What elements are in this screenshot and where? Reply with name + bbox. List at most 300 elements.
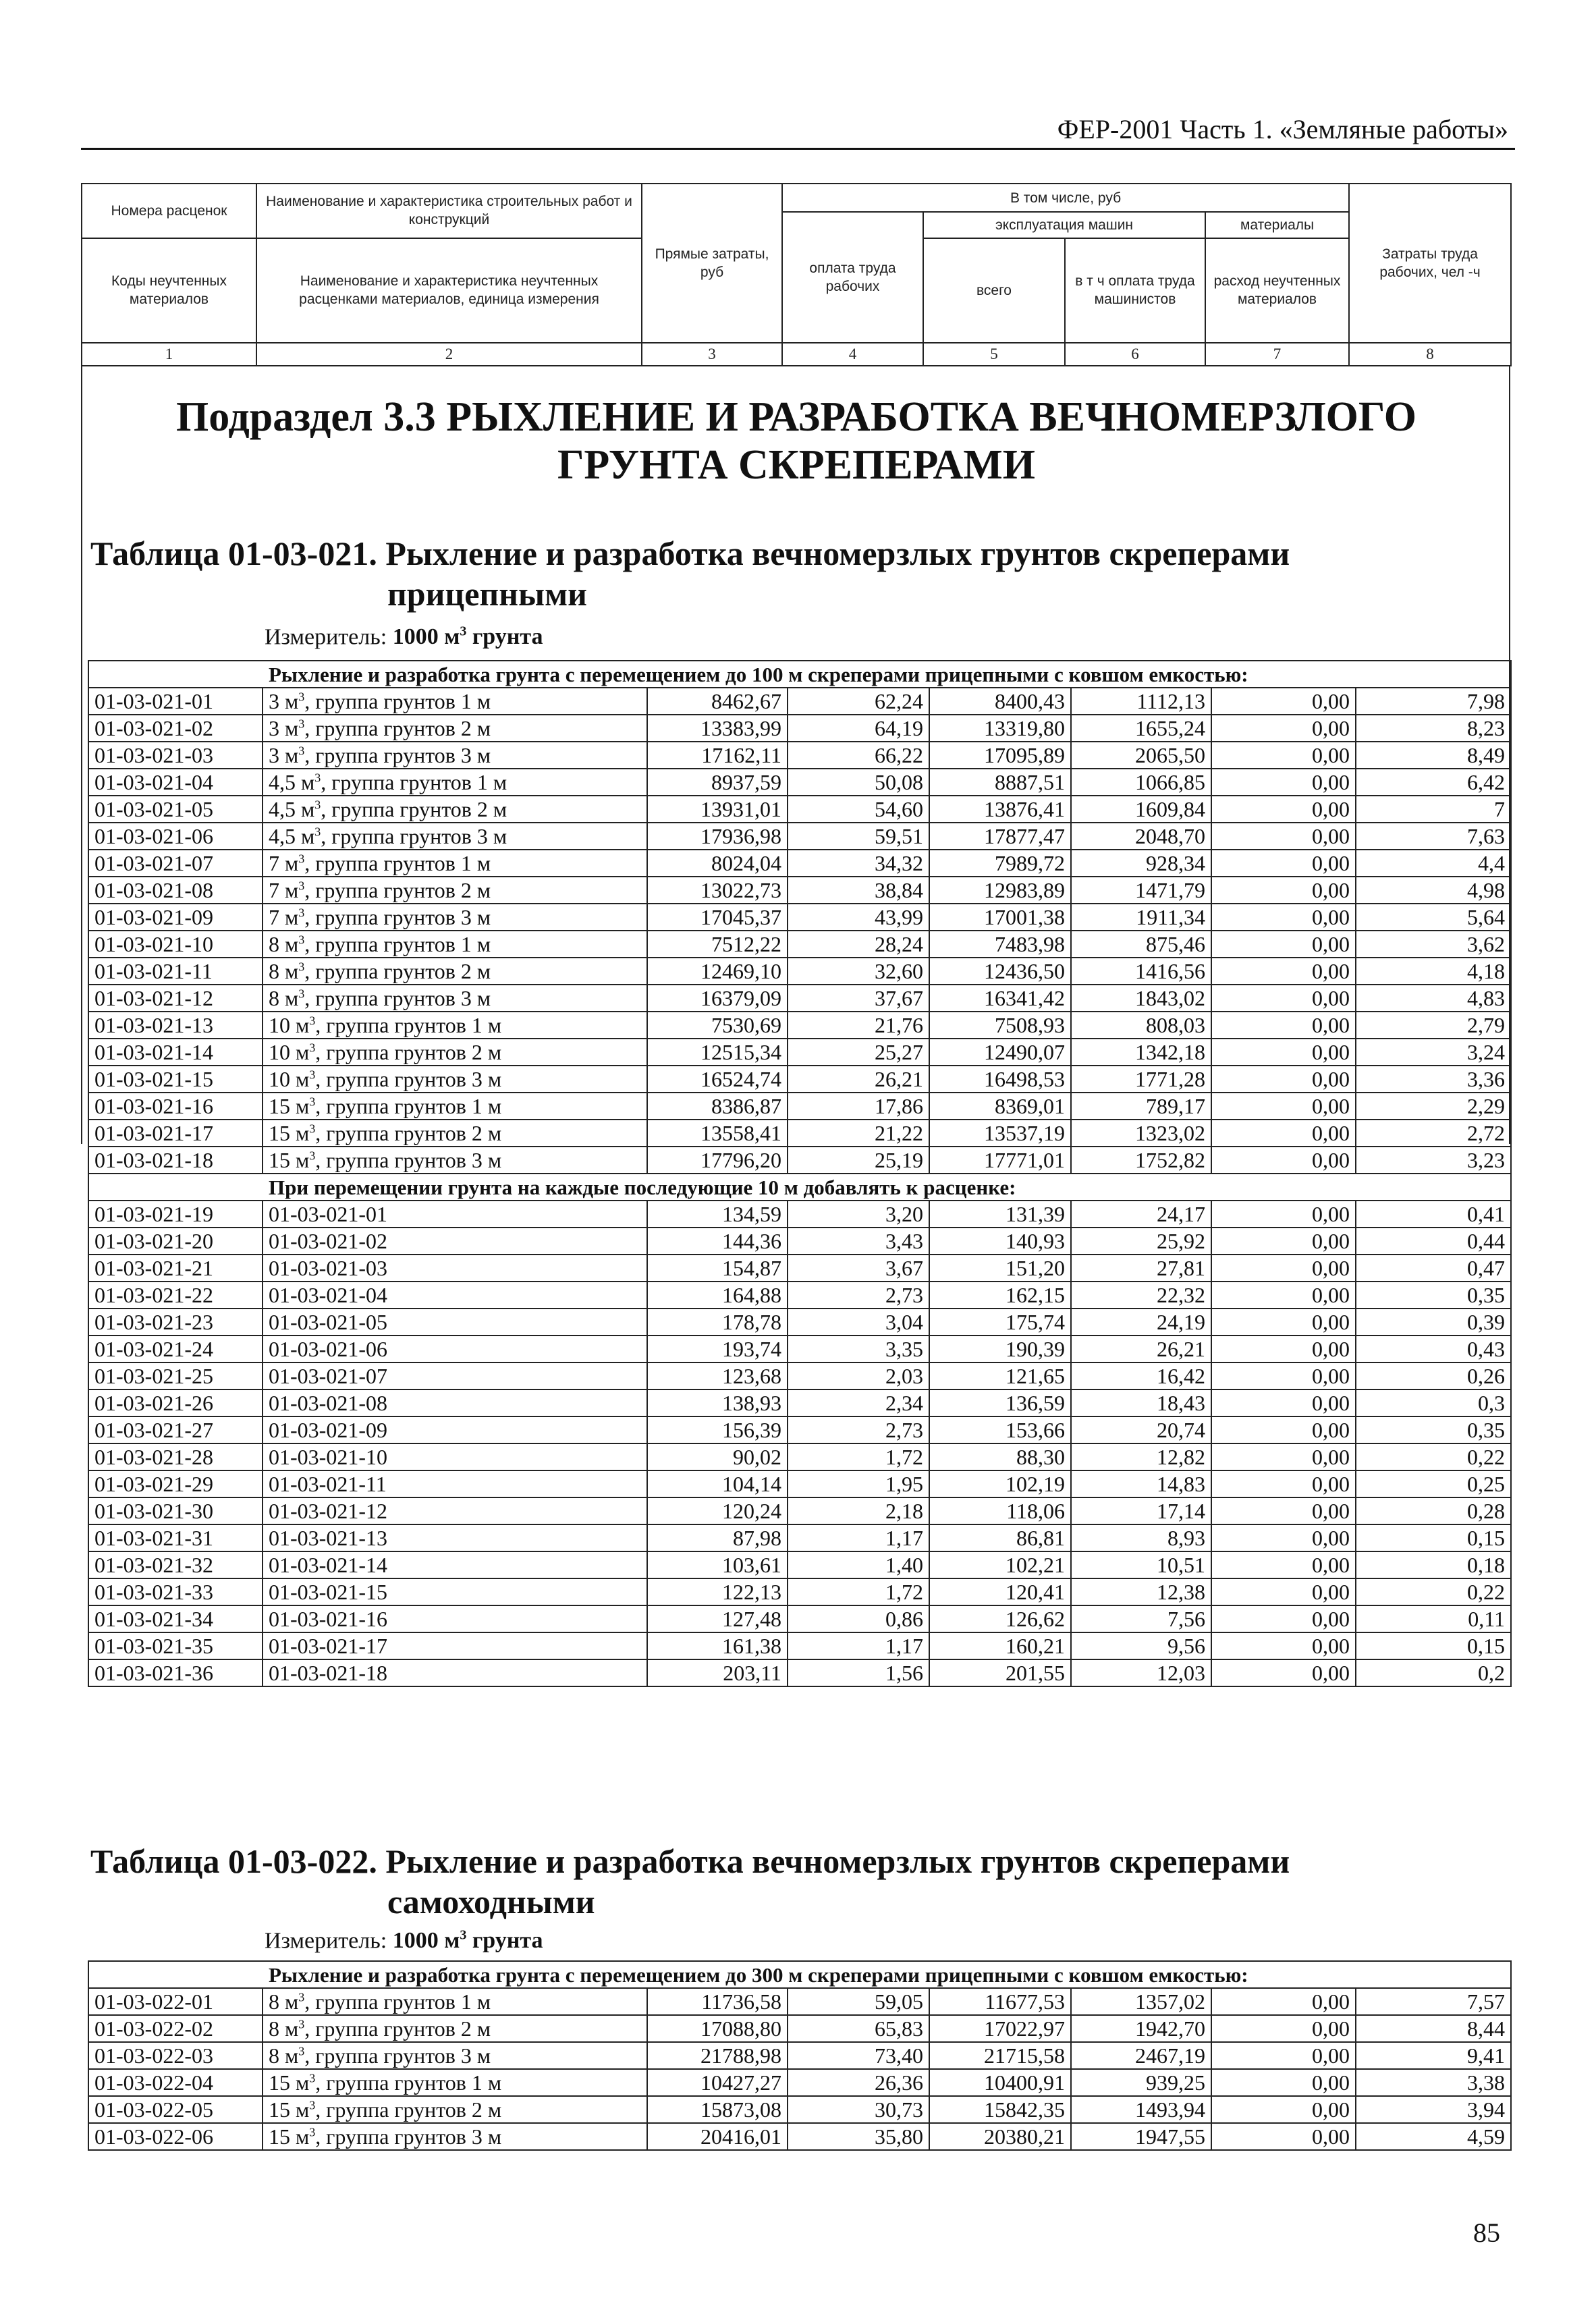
direct-costs: 103,61: [647, 1551, 788, 1578]
labor-costs: 2,29: [1356, 1093, 1511, 1120]
desc-tail: , группа грунтов 1 м: [315, 1013, 502, 1037]
rate-code: 01-03-021-14: [88, 1039, 263, 1066]
machine-total: 12490,07: [929, 1039, 1071, 1066]
direct-costs: 138,93: [647, 1389, 788, 1416]
work-description: [263, 1039, 647, 1066]
rate-code: 01-03-021-19: [88, 1201, 263, 1228]
materials: 0,00: [1211, 688, 1356, 715]
rate-code: 01-03-021-30: [88, 1497, 263, 1524]
labor-costs: 0,35: [1356, 1416, 1511, 1443]
work-description: [263, 1443, 647, 1470]
materials: 0,00: [1211, 2015, 1356, 2042]
table-row: [88, 1039, 1511, 1066]
table-row: [88, 1659, 1511, 1686]
machine-total: 12436,50: [929, 958, 1071, 985]
desc-main: 3 м: [269, 716, 299, 740]
rates-table: [88, 1960, 1512, 2151]
labor-costs: 0,11: [1356, 1605, 1511, 1632]
direct-costs: 16379,09: [647, 985, 788, 1012]
worker-pay: 26,36: [788, 2069, 929, 2096]
operator-pay: 1947,55: [1071, 2123, 1211, 2150]
worker-pay: 64,19: [788, 715, 929, 742]
worker-pay: 1,95: [788, 1470, 929, 1497]
page-number: 85: [1473, 2218, 1500, 2248]
machine-total: 17001,38: [929, 904, 1071, 931]
desc-sup: 3: [314, 771, 321, 785]
worker-pay: 59,05: [788, 1988, 929, 2015]
header-total: всего: [923, 238, 1065, 343]
worker-pay: 3,67: [788, 1255, 929, 1282]
desc-main: 8 м: [269, 2043, 299, 2068]
worker-pay: 1,40: [788, 1551, 929, 1578]
machine-total: 7508,93: [929, 1012, 1071, 1039]
desc-tail: , группа грунтов 3 м: [315, 1067, 502, 1091]
operator-pay: 1752,82: [1071, 1147, 1211, 1174]
machine-total: 8887,51: [929, 769, 1071, 796]
operator-pay: 1493,94: [1071, 2096, 1211, 2123]
rate-code: 01-03-021-03: [88, 742, 263, 769]
rate-code: 01-03-022-03: [88, 2042, 263, 2069]
worker-pay: 2,18: [788, 1497, 929, 1524]
work-description: [263, 1282, 647, 1309]
direct-costs: 90,02: [647, 1443, 788, 1470]
materials: 0,00: [1211, 1336, 1356, 1363]
direct-costs: 10427,27: [647, 2069, 788, 2096]
direct-costs: 156,39: [647, 1416, 788, 1443]
group-header-row: [88, 661, 1511, 688]
work-description: [263, 2096, 647, 2123]
direct-costs: 17936,98: [647, 823, 788, 850]
work-description: [263, 688, 647, 715]
table-row: [88, 1147, 1511, 1174]
table-row: [88, 1443, 1511, 1470]
worker-pay: 21,76: [788, 1012, 929, 1039]
table-title-line2: самоходными: [387, 1883, 595, 1921]
labor-costs: 7,98: [1356, 688, 1511, 715]
worker-pay: 65,83: [788, 2015, 929, 2042]
labor-costs: 0,44: [1356, 1228, 1511, 1255]
desc-sup: 3: [298, 1990, 305, 2004]
table-row: [88, 904, 1511, 931]
rate-code: 01-03-021-10: [88, 931, 263, 958]
desc-sup: 3: [314, 825, 321, 839]
table-row: [88, 2096, 1511, 2123]
desc-tail: , группа грунтов 2 м: [315, 1121, 502, 1145]
machine-total: 16498,53: [929, 1066, 1071, 1093]
table-row: [88, 1282, 1511, 1309]
labor-costs: 6,42: [1356, 769, 1511, 796]
desc-tail: , группа грунтов 2 м: [304, 2016, 491, 2041]
materials: 0,00: [1211, 1363, 1356, 1389]
table-row: [88, 1309, 1511, 1336]
rate-code: 01-03-021-28: [88, 1443, 263, 1470]
worker-pay: 66,22: [788, 742, 929, 769]
desc-tail: , группа грунтов 1 м: [304, 851, 491, 875]
operator-pay: 1112,13: [1071, 688, 1211, 715]
desc-main: 01-03-021-17: [269, 1634, 387, 1658]
header-rule: [81, 148, 1515, 150]
machine-total: 17022,97: [929, 2015, 1071, 2042]
worker-pay: 3,04: [788, 1309, 929, 1336]
desc-main: 01-03-021-10: [269, 1445, 387, 1469]
machine-total: 175,74: [929, 1309, 1071, 1336]
operator-pay: 2065,50: [1071, 742, 1211, 769]
worker-pay: 43,99: [788, 904, 929, 931]
operator-pay: 928,34: [1071, 850, 1211, 877]
machine-total: 12983,89: [929, 877, 1071, 904]
header-col-number: 1: [82, 343, 256, 366]
desc-sup: 3: [298, 906, 305, 920]
worker-pay: 2,73: [788, 1416, 929, 1443]
work-description: [263, 1389, 647, 1416]
desc-sup: 3: [298, 690, 305, 704]
labor-costs: 3,94: [1356, 2096, 1511, 2123]
materials: 0,00: [1211, 1605, 1356, 1632]
direct-costs: 8024,04: [647, 850, 788, 877]
work-description: [263, 769, 647, 796]
materials: 0,00: [1211, 2123, 1356, 2150]
rate-code: 01-03-021-32: [88, 1551, 263, 1578]
worker-pay: 28,24: [788, 931, 929, 958]
desc-main: 4,5 м: [269, 797, 315, 821]
table-row: [88, 1012, 1511, 1039]
header-worker-pay: оплата труда рабочих: [782, 212, 923, 342]
table-row: [88, 1228, 1511, 1255]
desc-main: 01-03-021-02: [269, 1229, 387, 1253]
work-description: [263, 1551, 647, 1578]
materials: 0,00: [1211, 1228, 1356, 1255]
desc-main: 01-03-021-16: [269, 1607, 387, 1631]
desc-main: 01-03-021-13: [269, 1526, 387, 1550]
table-row: [88, 1988, 1511, 2015]
table-row: [88, 1470, 1511, 1497]
desc-sup: 3: [298, 987, 305, 1001]
labor-costs: 4,18: [1356, 958, 1511, 985]
rate-code: 01-03-021-11: [88, 958, 263, 985]
operator-pay: 26,21: [1071, 1336, 1211, 1363]
labor-costs: 2,79: [1356, 1012, 1511, 1039]
measure-tail: грунта: [466, 624, 543, 650]
machine-total: 11677,53: [929, 1988, 1071, 2015]
rate-code: 01-03-021-01: [88, 688, 263, 715]
desc-tail: , группа грунтов 3 м: [304, 743, 491, 767]
materials: 0,00: [1211, 1578, 1356, 1605]
operator-pay: 1843,02: [1071, 985, 1211, 1012]
operator-pay: 1342,18: [1071, 1039, 1211, 1066]
rate-code: 01-03-021-09: [88, 904, 263, 931]
header-col-number: 4: [782, 343, 923, 366]
operator-pay: 1357,02: [1071, 1988, 1211, 2015]
desc-main: 01-03-021-03: [269, 1256, 387, 1280]
labor-costs: 0,35: [1356, 1282, 1511, 1309]
operator-pay: 1066,85: [1071, 769, 1211, 796]
desc-main: 01-03-021-15: [269, 1580, 387, 1604]
measure-label: Измеритель:: [265, 624, 393, 650]
operator-pay: 7,56: [1071, 1605, 1211, 1632]
machine-total: 17771,01: [929, 1147, 1071, 1174]
work-description: [263, 715, 647, 742]
desc-main: 15 м: [269, 2070, 310, 2095]
worker-pay: 37,67: [788, 985, 929, 1012]
direct-costs: 154,87: [647, 1255, 788, 1282]
worker-pay: 3,35: [788, 1336, 929, 1363]
table-row: [88, 1605, 1511, 1632]
work-description: [263, 1363, 647, 1389]
table-row: [88, 1389, 1511, 1416]
rate-code: 01-03-021-04: [88, 769, 263, 796]
table-title-line2: прицепными: [387, 575, 587, 613]
desc-main: 8 м: [269, 1989, 299, 2014]
work-description: [263, 877, 647, 904]
labor-costs: 0,22: [1356, 1443, 1511, 1470]
operator-pay: 2467,19: [1071, 2042, 1211, 2069]
table-row: [88, 823, 1511, 850]
machine-total: 102,19: [929, 1470, 1071, 1497]
work-description: [263, 1336, 647, 1363]
labor-costs: 0,41: [1356, 1201, 1511, 1228]
worker-pay: 73,40: [788, 2042, 929, 2069]
machine-total: 121,65: [929, 1363, 1071, 1389]
rate-code: 01-03-021-17: [88, 1120, 263, 1147]
desc-tail: , группа грунтов 1 м: [304, 689, 491, 713]
machine-total: 118,06: [929, 1497, 1071, 1524]
rate-code: 01-03-021-23: [88, 1309, 263, 1336]
desc-sup: 3: [309, 1149, 316, 1163]
materials: 0,00: [1211, 1282, 1356, 1309]
operator-pay: 1771,28: [1071, 1066, 1211, 1093]
desc-main: 7 м: [269, 878, 299, 902]
header-name-unaccounted: Наименование и характеристика неучтенных расценками материалов, единица измерения: [256, 238, 642, 343]
direct-costs: 8386,87: [647, 1093, 788, 1120]
desc-main: 3 м: [269, 689, 299, 713]
operator-pay: 16,42: [1071, 1363, 1211, 1389]
desc-tail: , группа грунтов 2 м: [315, 2097, 502, 2122]
machine-total: 13319,80: [929, 715, 1071, 742]
direct-costs: 8937,59: [647, 769, 788, 796]
operator-pay: 10,51: [1071, 1551, 1211, 1578]
desc-tail: , группа грунтов 2 м: [304, 716, 491, 740]
machine-total: 86,81: [929, 1524, 1071, 1551]
table-row: [88, 1416, 1511, 1443]
measure-unit: [265, 1928, 543, 1954]
labor-costs: 0,15: [1356, 1524, 1511, 1551]
desc-sup: 3: [298, 879, 305, 893]
materials: 0,00: [1211, 1309, 1356, 1336]
desc-sup: 3: [314, 798, 321, 812]
machine-total: 21715,58: [929, 2042, 1071, 2069]
labor-costs: 0,26: [1356, 1363, 1511, 1389]
subsection-title: Подраздел 3.3 РЫХЛЕНИЕ И РАЗРАБОТКА ВЕЧНОМЕРЗЛОГО ГРУНТА СКРЕПЕРАМИ: [175, 394, 1417, 489]
table-row: [88, 2015, 1511, 2042]
labor-costs: 4,98: [1356, 877, 1511, 904]
desc-tail: , группа грунтов 3 м: [304, 2043, 491, 2068]
machine-total: 153,66: [929, 1416, 1071, 1443]
desc-sup: 3: [309, 1095, 316, 1109]
direct-costs: 13383,99: [647, 715, 788, 742]
work-description: [263, 931, 647, 958]
operator-pay: 18,43: [1071, 1389, 1211, 1416]
materials: 0,00: [1211, 1255, 1356, 1282]
labor-costs: 9,41: [1356, 2042, 1511, 2069]
desc-main: 15 м: [269, 1094, 310, 1118]
labor-costs: 8,23: [1356, 715, 1511, 742]
desc-main: 01-03-021-06: [269, 1337, 387, 1361]
worker-pay: 2,03: [788, 1363, 929, 1389]
operator-pay: 9,56: [1071, 1632, 1211, 1659]
operator-pay: 14,83: [1071, 1470, 1211, 1497]
direct-costs: 17162,11: [647, 742, 788, 769]
desc-main: 15 м: [269, 1121, 310, 1145]
operator-pay: 2048,70: [1071, 823, 1211, 850]
machine-total: 162,15: [929, 1282, 1071, 1309]
direct-costs: 164,88: [647, 1282, 788, 1309]
labor-costs: 0,3: [1356, 1389, 1511, 1416]
direct-costs: 104,14: [647, 1470, 788, 1497]
desc-sup: 3: [298, 744, 305, 758]
rate-code: 01-03-021-33: [88, 1578, 263, 1605]
desc-main: 01-03-021-07: [269, 1364, 387, 1388]
labor-costs: 7: [1356, 796, 1511, 823]
labor-costs: 3,38: [1356, 2069, 1511, 2096]
direct-costs: 13558,41: [647, 1120, 788, 1147]
direct-costs: 12515,34: [647, 1039, 788, 1066]
measure-tail: грунта: [466, 1928, 543, 1954]
operator-pay: 24,17: [1071, 1201, 1211, 1228]
machine-total: 13876,41: [929, 796, 1071, 823]
direct-costs: 17088,80: [647, 2015, 788, 2042]
machine-total: 151,20: [929, 1255, 1071, 1282]
materials: 0,00: [1211, 1066, 1356, 1093]
machine-total: 7989,72: [929, 850, 1071, 877]
group-header: Рыхление и разработка грунта с перемещением до 100 м скреперами прицепными с ковшом емкостью:: [88, 661, 1511, 688]
table-title-line1: Таблица 01-03-022. Рыхление и разработка вечномерзлых грунтов скреперами: [90, 1842, 1290, 1880]
desc-sup: 3: [298, 933, 305, 947]
table-row: [88, 1093, 1511, 1120]
desc-main: 01-03-021-08: [269, 1391, 387, 1415]
labor-costs: 0,2: [1356, 1659, 1511, 1686]
rate-code: 01-03-021-07: [88, 850, 263, 877]
rate-code: 01-03-022-06: [88, 2123, 263, 2150]
desc-main: 8 м: [269, 959, 299, 983]
operator-pay: 12,38: [1071, 1578, 1211, 1605]
machine-total: 102,21: [929, 1551, 1071, 1578]
materials: 0,00: [1211, 769, 1356, 796]
direct-costs: 161,38: [647, 1632, 788, 1659]
work-description: [263, 904, 647, 931]
header-direct-costs: Прямые затраты, руб: [642, 184, 782, 343]
work-description: [263, 796, 647, 823]
measure-value: 1000 м: [392, 1928, 460, 1954]
desc-main: 01-03-021-11: [269, 1472, 387, 1496]
operator-pay: 12,82: [1071, 1443, 1211, 1470]
direct-costs: 203,11: [647, 1659, 788, 1686]
desc-tail: , группа грунтов 1 м: [315, 2070, 502, 2095]
work-description: [263, 1012, 647, 1039]
work-description: [263, 2069, 647, 2096]
machine-total: 140,93: [929, 1228, 1071, 1255]
worker-pay: 1,72: [788, 1578, 929, 1605]
desc-main: 7 м: [269, 905, 299, 929]
group-header: Рыхление и разработка грунта с перемещением до 300 м скреперами прицепными с ковшом емкостью:: [88, 1961, 1511, 1988]
labor-costs: 2,72: [1356, 1120, 1511, 1147]
rate-code: 01-03-021-13: [88, 1012, 263, 1039]
labor-costs: 3,24: [1356, 1039, 1511, 1066]
rate-code: 01-03-021-29: [88, 1470, 263, 1497]
desc-tail: , группа грунтов 3 м: [304, 986, 491, 1010]
direct-costs: 21788,98: [647, 2042, 788, 2069]
table-row: [88, 1497, 1511, 1524]
materials: 0,00: [1211, 1039, 1356, 1066]
direct-costs: 15873,08: [647, 2096, 788, 2123]
header-unaccounted-codes: Коды неучтенных материалов: [82, 238, 256, 343]
desc-main: 8 м: [269, 2016, 299, 2041]
direct-costs: 16524,74: [647, 1066, 788, 1093]
header-col-number: 6: [1065, 343, 1205, 366]
machine-total: 126,62: [929, 1605, 1071, 1632]
rate-code: 01-03-021-21: [88, 1255, 263, 1282]
header-col-number: 3: [642, 343, 782, 366]
machine-total: 131,39: [929, 1201, 1071, 1228]
rate-code: 01-03-021-26: [88, 1389, 263, 1416]
measure-sup: 3: [460, 624, 467, 639]
work-description: [263, 1201, 647, 1228]
operator-pay: 17,14: [1071, 1497, 1211, 1524]
direct-costs: 12469,10: [647, 958, 788, 985]
table-row: [88, 931, 1511, 958]
materials: 0,00: [1211, 1389, 1356, 1416]
desc-tail: , группа грунтов 1 м: [304, 932, 491, 956]
table-row: [88, 688, 1511, 715]
materials: 0,00: [1211, 1147, 1356, 1174]
materials: 0,00: [1211, 931, 1356, 958]
desc-main: 01-03-021-18: [269, 1661, 387, 1685]
worker-pay: 59,51: [788, 823, 929, 850]
header-col-number: 8: [1349, 343, 1511, 366]
desc-main: 10 м: [269, 1067, 310, 1091]
materials: 0,00: [1211, 2042, 1356, 2069]
work-description: [263, 850, 647, 877]
desc-main: 10 м: [269, 1013, 310, 1037]
header-labor-costs: Затраты труда рабочих, чел -ч: [1349, 184, 1511, 343]
work-description: [263, 2015, 647, 2042]
labor-costs: 3,36: [1356, 1066, 1511, 1093]
desc-tail: , группа грунтов 3 м: [315, 2124, 502, 2149]
desc-sup: 3: [298, 2017, 305, 2031]
group-header-row: [88, 1174, 1511, 1201]
measure-label: Измеритель:: [265, 1928, 393, 1954]
desc-sup: 3: [309, 1068, 316, 1082]
desc-sup: 3: [309, 1122, 316, 1136]
work-description: [263, 2042, 647, 2069]
desc-sup: 3: [309, 2125, 316, 2139]
direct-costs: 17045,37: [647, 904, 788, 931]
operator-pay: 789,17: [1071, 1093, 1211, 1120]
materials: 0,00: [1211, 985, 1356, 1012]
desc-tail: , группа грунтов 2 м: [304, 959, 491, 983]
worker-pay: 2,34: [788, 1389, 929, 1416]
work-description: [263, 958, 647, 985]
rate-code: 01-03-021-06: [88, 823, 263, 850]
header-machine-operation: эксплуатация машин: [923, 212, 1205, 238]
column-header-table: [81, 183, 1512, 366]
worker-pay: 50,08: [788, 769, 929, 796]
rate-code: 01-03-022-01: [88, 1988, 263, 2015]
materials: 0,00: [1211, 1012, 1356, 1039]
table-row: [88, 1201, 1511, 1228]
worker-pay: 34,32: [788, 850, 929, 877]
worker-pay: 1,17: [788, 1524, 929, 1551]
work-description: [263, 1147, 647, 1174]
